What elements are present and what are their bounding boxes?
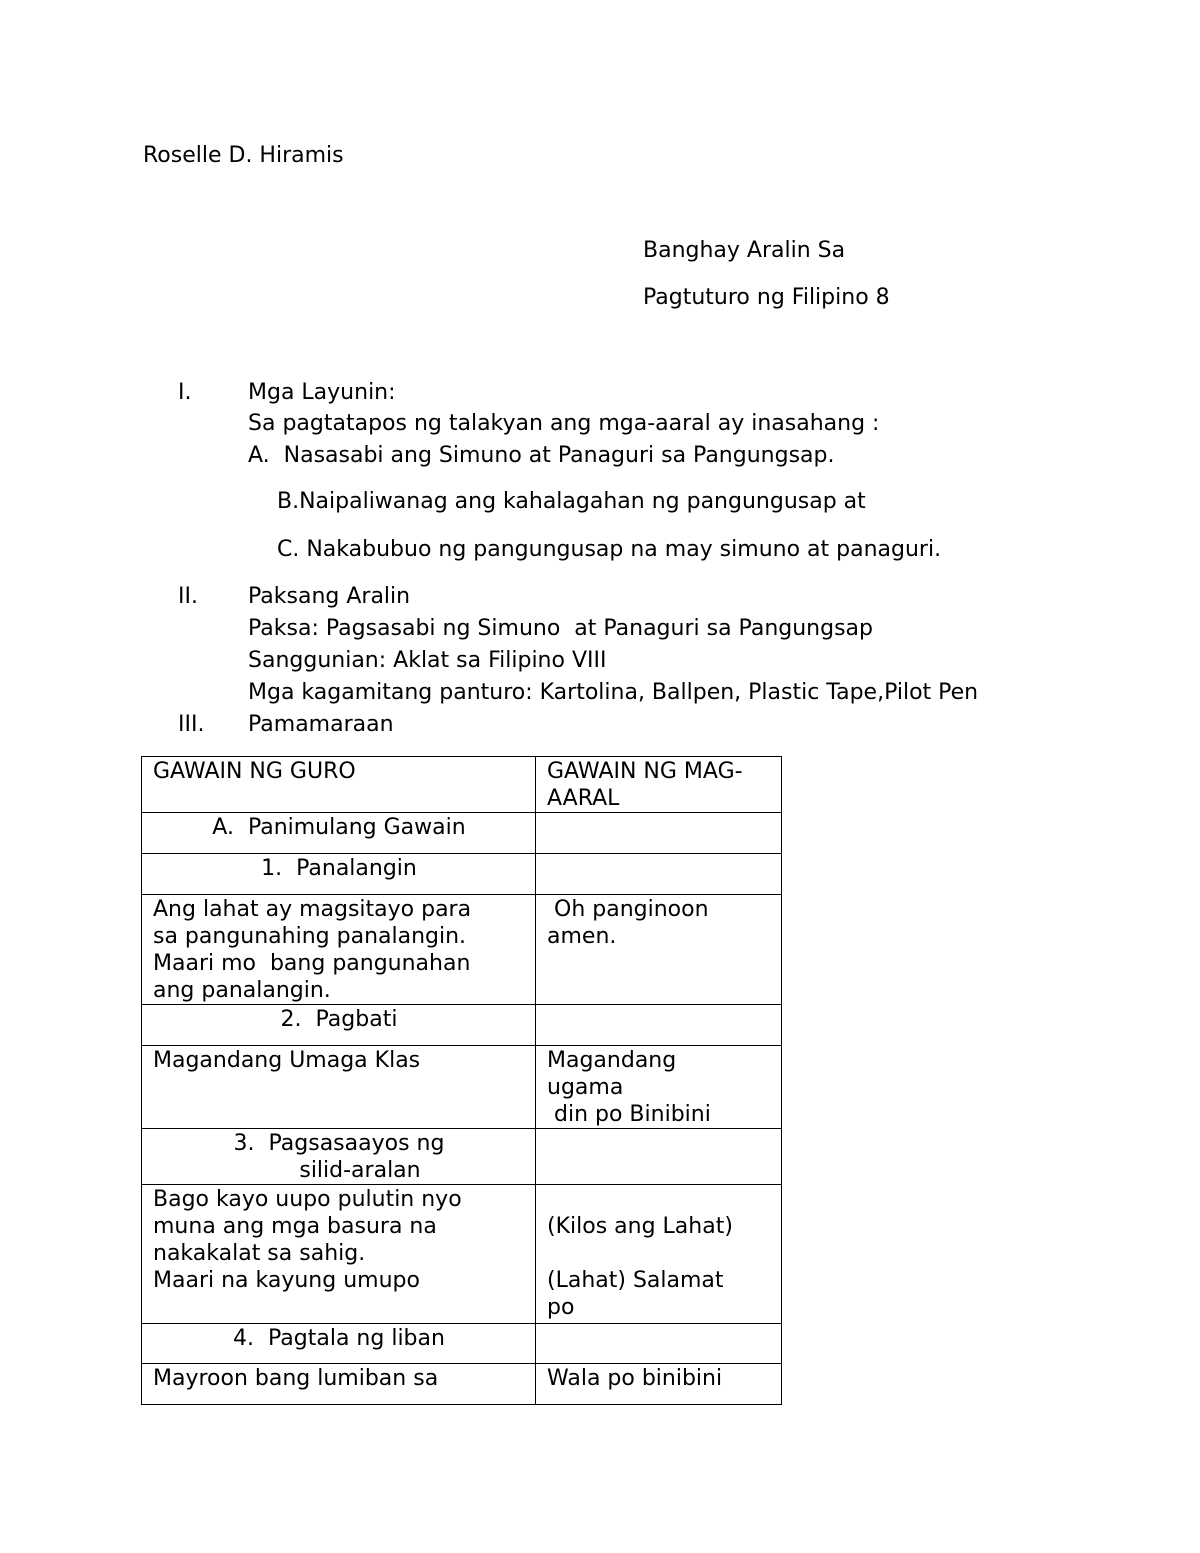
guro-cell: Magandang Umaga Klas xyxy=(142,1046,536,1129)
objectives-intro: Sa pagtatapos ng talakyan ang mga-aaral ay inasahang : xyxy=(248,411,880,436)
magaaral-cell xyxy=(536,1129,782,1185)
kagamitan-line: Mga kagamitang panturo: Kartolina, Ballpen, Plastic Tape,Pilot Pen xyxy=(248,680,979,705)
section-2-numeral: II. xyxy=(178,584,198,609)
table-row xyxy=(142,1005,782,1046)
magaaral-cell xyxy=(536,1005,782,1046)
table-row xyxy=(142,1185,782,1324)
header-gawain-ng-magaaral: GAWAIN NG MAG- AARAL xyxy=(536,757,782,813)
author-name: Roselle D. Hiramis xyxy=(143,143,344,168)
table-row xyxy=(142,1364,782,1405)
row-heading-panalangin: 1. Panalangin xyxy=(142,854,536,895)
row-heading-pagtala-ng-liban: 4. Pagtala ng liban xyxy=(142,1324,536,1364)
table-header-row xyxy=(142,757,782,813)
section-3-numeral: III. xyxy=(178,712,205,737)
table-row xyxy=(142,1129,782,1185)
table-row xyxy=(142,895,782,1005)
magaaral-cell: Oh panginoon amen. xyxy=(536,895,782,1005)
table-row xyxy=(142,1046,782,1129)
magaaral-cell: (Kilos ang Lahat) (Lahat) Salamat po xyxy=(536,1185,782,1324)
document-title-line2: Pagtuturo ng Filipino 8 xyxy=(643,285,890,310)
guro-cell: Ang lahat ay magsitayo para sa pangunahing panalangin. Maari mo bang pangunahan ang panalangin. xyxy=(142,895,536,1005)
guro-cell: Bago kayo uupo pulutin nyo muna ang mga basura na nakakalat sa sahig. Maari na kayung umupo xyxy=(142,1185,536,1324)
header-gawain-ng-guro: GAWAIN NG GURO xyxy=(142,757,536,813)
magaaral-cell xyxy=(536,1324,782,1364)
objective-c: C. Nakabubuo ng pangungusap na may simuno at panaguri. xyxy=(277,537,942,562)
table-row xyxy=(142,813,782,854)
sanggunian-line: Sanggunian: Aklat sa Filipino VIII xyxy=(248,648,607,673)
objective-a: A. Nasasabi ang Simuno at Panaguri sa Pangungsap. xyxy=(248,443,835,468)
document-title-line1: Banghay Aralin Sa xyxy=(643,238,846,263)
magaaral-cell xyxy=(536,854,782,895)
row-heading-pagbati: 2. Pagbati xyxy=(142,1005,536,1046)
section-1-heading: Mga Layunin: xyxy=(248,380,396,405)
row-heading-panimulang-gawain: A. Panimulang Gawain xyxy=(142,813,536,854)
table-row xyxy=(142,854,782,895)
section-3-heading: Pamamaraan xyxy=(248,712,394,737)
guro-cell: Mayroon bang lumiban sa xyxy=(142,1364,536,1405)
magaaral-cell: Wala po binibini xyxy=(536,1364,782,1405)
lesson-plan-table xyxy=(141,756,782,1405)
section-1-numeral: I. xyxy=(178,380,192,405)
magaaral-cell: Magandang ugama din po Binibini xyxy=(536,1046,782,1129)
table-row xyxy=(142,1324,782,1364)
magaaral-cell xyxy=(536,813,782,854)
objective-b: B.Naipaliwanag ang kahalagahan ng pangungusap at xyxy=(277,489,866,514)
row-heading-pagsasaayos: 3. Pagsasaayos ng silid-aralan xyxy=(142,1129,536,1185)
paksa-line: Paksa: Pagsasabi ng Simuno at Panaguri sa Pangungsap xyxy=(248,616,873,641)
section-2-heading: Paksang Aralin xyxy=(248,584,411,609)
